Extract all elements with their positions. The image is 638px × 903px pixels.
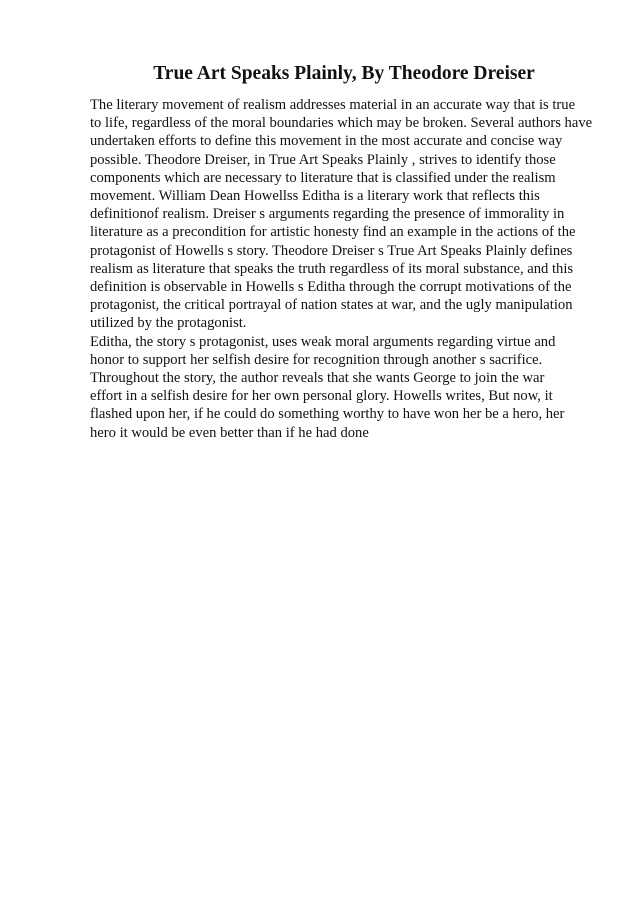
text-line: to life, regardless of the moral boundaries which may be broken. Several authors have bbox=[90, 115, 593, 132]
text-line: effort in a selfish desire for her own personal glory. Howells writes, But now, it bbox=[90, 388, 553, 405]
text-line: movement. William Dean Howellss Editha is a literary work that reflects this bbox=[90, 188, 540, 205]
document-title: True Art Speaks Plainly, By Theodore Dreiser bbox=[153, 63, 535, 84]
text-line: hero it would be even better than if he had done bbox=[90, 424, 369, 441]
text-line: utilized by the protagonist. bbox=[90, 315, 247, 332]
text-line: Editha, the story s protagonist, uses weak moral arguments regarding virtue and bbox=[90, 333, 556, 350]
text-line: definition is observable in Howells s Editha through the corrupt motivations of the bbox=[90, 279, 572, 296]
text-line: flashed upon her, if he could do something worthy to have won her be a hero, her bbox=[90, 406, 565, 423]
text-line: The literary movement of realism addresses material in an accurate way that is true bbox=[90, 97, 576, 113]
text-line: honor to support her selfish desire for recognition through another s sacrifice. bbox=[90, 351, 543, 368]
text-line: definitionof realism. Dreiser s arguments regarding the presence of immorality in bbox=[90, 206, 565, 223]
text-line: protagonist, the critical portrayal of nation states at war, and the ugly manipulation bbox=[90, 297, 573, 314]
text-line: undertaken efforts to define this movement in the most accurate and concise way bbox=[90, 133, 563, 150]
text-line: literature as a precondition for artistic honesty find an example in the actions of the bbox=[90, 224, 576, 241]
text-line: Throughout the story, the author reveals that she wants George to join the war bbox=[90, 370, 545, 387]
text-line: protagonist of Howells s story. Theodore Dreiser s True Art Speaks Plainly defines bbox=[90, 242, 573, 259]
document-body bbox=[90, 96, 610, 442]
text-line: components which are necessary to literature that is classified under the realism bbox=[90, 169, 556, 186]
text-line: realism as literature that speaks the truth regardless of its moral substance, and this bbox=[90, 260, 574, 277]
text-line: possible. Theodore Dreiser, in True Art Speaks Plainly , strives to identify those bbox=[90, 151, 556, 168]
